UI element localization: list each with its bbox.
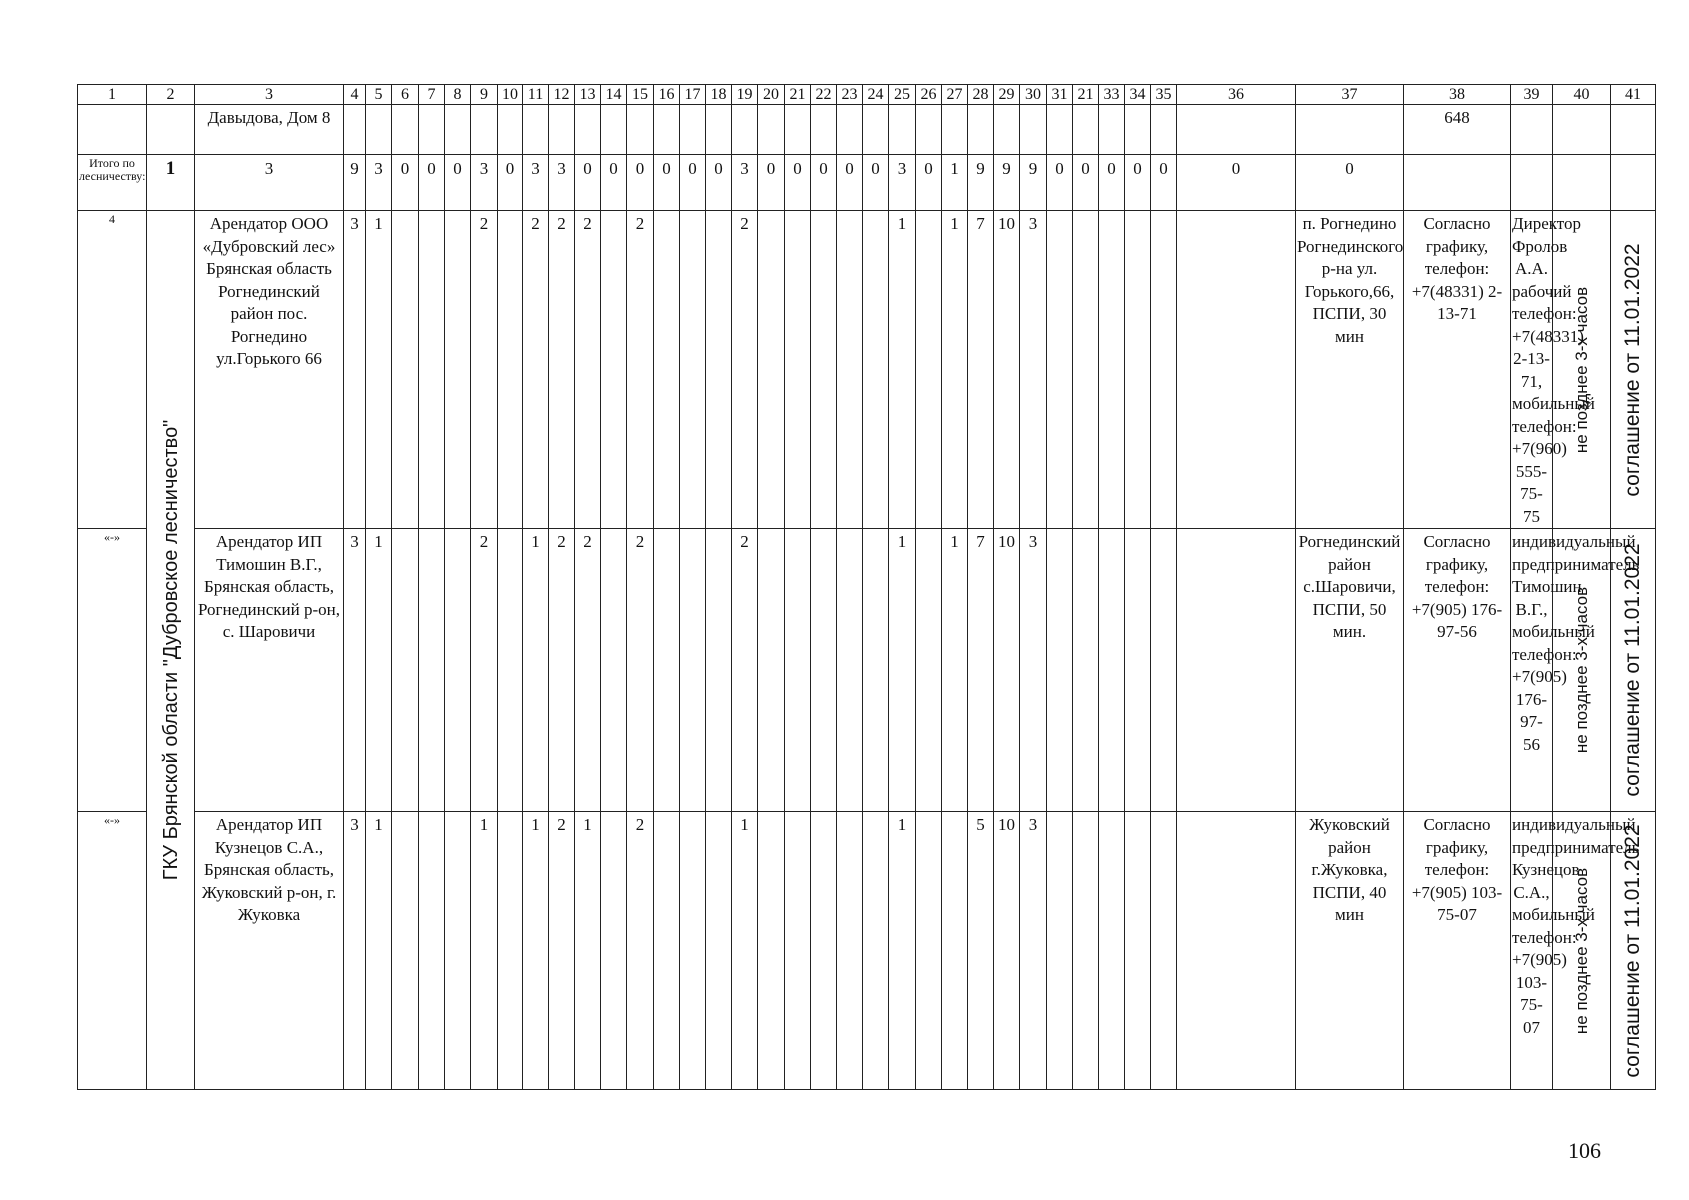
value-cell	[1151, 529, 1177, 812]
value-cell: 2	[575, 529, 601, 812]
column-number: 41	[1611, 85, 1656, 105]
tenant-cell: Арендатор ООО «Дубровский лес» Брянская область Рогнединский район пос. Рогнедино ул.Горького 66	[195, 211, 344, 529]
tenant-cell: Арендатор ИП Кузнецов С.А., Брянская область, Жуковский р-он, г. Жуковка	[195, 812, 344, 1090]
column-number: 26	[916, 85, 942, 105]
value-cell	[1073, 529, 1099, 812]
total-value-cell: 3	[549, 155, 575, 211]
total-value-cell: 0	[445, 155, 471, 211]
column-number: 29	[994, 85, 1020, 105]
total-value-cell: 0	[392, 155, 419, 211]
value-cell	[863, 529, 889, 812]
column-number: 1	[78, 85, 147, 105]
value-cell	[1177, 529, 1296, 812]
value-cell	[1047, 812, 1073, 1090]
value-cell: 3	[1020, 812, 1047, 1090]
empty-cell	[366, 105, 392, 155]
empty-cell	[1125, 105, 1151, 155]
agreement-text: соглашение от 11.01.2022	[1620, 543, 1644, 797]
value-cell: 1	[366, 529, 392, 812]
value-cell	[837, 529, 863, 812]
column-number: 19	[732, 85, 758, 105]
column-number: 8	[445, 85, 471, 105]
value-cell	[811, 812, 837, 1090]
value-cell: 2	[732, 211, 758, 529]
value-cell	[1073, 812, 1099, 1090]
column-number: 18	[706, 85, 732, 105]
value-cell	[1125, 529, 1151, 812]
empty-cell	[994, 105, 1020, 155]
value-cell	[654, 211, 680, 529]
empty-cell	[811, 105, 837, 155]
value-cell	[706, 812, 732, 1090]
value-cell	[654, 812, 680, 1090]
value-cell	[706, 529, 732, 812]
value-cell: 1	[889, 529, 916, 812]
total-value-cell: 0	[916, 155, 942, 211]
value-cell: 2	[575, 211, 601, 529]
empty-cell	[1611, 105, 1656, 155]
deadline-text: не позднее 3-х часов	[1571, 286, 1591, 453]
column-number: 24	[863, 85, 889, 105]
empty-cell	[1047, 105, 1073, 155]
header-row	[78, 85, 1656, 105]
value-cell: 1	[575, 812, 601, 1090]
value-cell: 3	[1020, 211, 1047, 529]
deadline-cell	[1553, 812, 1611, 1090]
value-cell	[706, 211, 732, 529]
empty-cell	[785, 105, 811, 155]
total-value-cell: 1	[942, 155, 968, 211]
value-cell	[863, 211, 889, 529]
empty-cell	[1099, 105, 1125, 155]
value-cell	[680, 812, 706, 1090]
empty-cell	[837, 105, 863, 155]
row-number: «-»	[78, 812, 147, 1090]
value-cell: 3	[344, 529, 366, 812]
total-value-cell: 0	[1047, 155, 1073, 211]
value-cell: 1	[942, 529, 968, 812]
value-cell: 1	[366, 812, 392, 1090]
total-value-cell: 0	[1099, 155, 1125, 211]
deadline-text: не позднее 3-х часов	[1571, 586, 1591, 754]
empty-cell	[1553, 155, 1611, 211]
value-cell	[916, 211, 942, 529]
column-number: 40	[1553, 85, 1611, 105]
column-number: 33	[1099, 85, 1125, 105]
value-cell	[1099, 812, 1125, 1090]
total-value-cell: 0	[575, 155, 601, 211]
value-cell	[916, 529, 942, 812]
total-value-cell: 3	[732, 155, 758, 211]
column-number: 6	[392, 85, 419, 105]
value-cell	[785, 812, 811, 1090]
value-cell	[1099, 529, 1125, 812]
value-cell: 3	[344, 211, 366, 529]
column-number: 9	[471, 85, 498, 105]
column-number: 38	[1404, 85, 1511, 105]
empty-cell	[147, 105, 195, 155]
value-cell: 1	[942, 211, 968, 529]
value-cell	[601, 211, 627, 529]
value-cell: 2	[549, 529, 575, 812]
total-value-cell: 0	[811, 155, 837, 211]
column-number: 39	[1511, 85, 1553, 105]
total-value-cell: 0	[498, 155, 523, 211]
column-number: 36	[1177, 85, 1296, 105]
forestry-name: ГКУ Брянской области "Дубровское лесничество"	[159, 419, 182, 881]
empty-cell	[680, 105, 706, 155]
value-cell	[942, 812, 968, 1090]
empty-cell	[392, 105, 419, 155]
value-cell	[498, 211, 523, 529]
column-number: 34	[1125, 85, 1151, 105]
value-cell	[811, 529, 837, 812]
value-cell	[1125, 211, 1151, 529]
value-cell: 10	[994, 812, 1020, 1090]
value-cell	[498, 529, 523, 812]
empty-cell	[601, 105, 627, 155]
value-cell	[419, 211, 445, 529]
row-number: «-»	[78, 529, 147, 812]
empty-cell	[523, 105, 549, 155]
empty-cell	[1073, 105, 1099, 155]
empty-cell	[1020, 105, 1047, 155]
total-value-cell: 0	[1177, 155, 1296, 211]
total-row	[78, 155, 1656, 211]
deadline-cell	[1553, 529, 1611, 812]
empty-cell	[445, 105, 471, 155]
column-number: 28	[968, 85, 994, 105]
value-cell	[1073, 211, 1099, 529]
deadline-text: не позднее 3-х часов	[1571, 867, 1591, 1034]
agreement-text: соглашение от 11.01.2022	[1620, 823, 1644, 1078]
value-cell	[785, 529, 811, 812]
empty-cell	[654, 105, 680, 155]
tenant-row	[78, 812, 1656, 1090]
empty-cell	[889, 105, 916, 155]
empty-cell	[1151, 105, 1177, 155]
total-value-cell: 0	[1125, 155, 1151, 211]
total-value-cell: 9	[994, 155, 1020, 211]
value-cell: 10	[994, 211, 1020, 529]
total-value-cell: 0	[601, 155, 627, 211]
empty-cell	[1511, 155, 1553, 211]
value-cell: 2	[732, 529, 758, 812]
total-value-cell: 3	[366, 155, 392, 211]
empty-cell	[419, 105, 445, 155]
value-cell	[1125, 812, 1151, 1090]
empty-cell	[627, 105, 654, 155]
value-cell	[680, 529, 706, 812]
value-cell	[445, 812, 471, 1090]
value-cell	[758, 812, 785, 1090]
total-count: 1	[147, 155, 195, 211]
column-number: 30	[1020, 85, 1047, 105]
total-value-cell: 0	[1296, 155, 1404, 211]
value-cell: 3	[344, 812, 366, 1090]
value-cell	[601, 812, 627, 1090]
empty-cell	[942, 105, 968, 155]
value-cell: 1	[523, 529, 549, 812]
empty-cell	[471, 105, 498, 155]
row-number: 4	[78, 211, 147, 529]
forestry-table	[77, 84, 1656, 1090]
total-value-cell: 3	[889, 155, 916, 211]
column-number: 10	[498, 85, 523, 105]
column-number: 31	[1047, 85, 1073, 105]
schedule-cell: Согласно графику, телефон: +7(905) 176-97-56	[1404, 529, 1511, 812]
empty-cell	[498, 105, 523, 155]
value-cell: 5	[968, 812, 994, 1090]
column-number: 4	[344, 85, 366, 105]
address-value-cell: 648	[1404, 105, 1511, 155]
column-number: 11	[523, 85, 549, 105]
total-value-cell: 9	[968, 155, 994, 211]
column-number: 14	[601, 85, 627, 105]
value-cell: 3	[1020, 529, 1047, 812]
value-cell	[1151, 812, 1177, 1090]
agreement-cell	[1611, 211, 1656, 529]
value-cell: 2	[549, 812, 575, 1090]
column-number: 16	[654, 85, 680, 105]
value-cell: 2	[627, 211, 654, 529]
value-cell: 2	[523, 211, 549, 529]
total-value-cell: 9	[1020, 155, 1047, 211]
value-cell	[837, 211, 863, 529]
value-cell	[419, 529, 445, 812]
total-label: Итого по лесничеству:	[78, 155, 147, 211]
column-number: 37	[1296, 85, 1404, 105]
total-value-cell: 0	[627, 155, 654, 211]
address-cell: Давыдова, Дом 8	[195, 105, 344, 155]
value-cell	[1177, 211, 1296, 529]
value-cell: 1	[523, 812, 549, 1090]
location-cell: п. Рогнедино Рогнединского р-на ул. Горького,66, ПСПИ, 30 мин	[1296, 211, 1404, 529]
value-cell	[811, 211, 837, 529]
value-cell	[654, 529, 680, 812]
column-number: 12	[549, 85, 575, 105]
total-value-cell: 0	[706, 155, 732, 211]
value-cell	[601, 529, 627, 812]
value-cell: 2	[627, 812, 654, 1090]
forestry-name-cell	[147, 211, 195, 1090]
total-value-cell: 0	[837, 155, 863, 211]
empty-cell	[916, 105, 942, 155]
value-cell	[1151, 211, 1177, 529]
empty-cell	[758, 105, 785, 155]
column-number: 27	[942, 85, 968, 105]
value-cell	[785, 211, 811, 529]
column-number: 35	[1151, 85, 1177, 105]
agreement-text: соглашение от 11.01.2022	[1620, 242, 1644, 497]
value-cell	[445, 211, 471, 529]
empty-cell	[863, 105, 889, 155]
empty-cell	[732, 105, 758, 155]
value-cell	[916, 812, 942, 1090]
total-value-cell: 3	[523, 155, 549, 211]
total-value-cell: 0	[419, 155, 445, 211]
contact-cell: индивидуальный предприниматель Тимошин В.Г., мобильный телефон: +7(905) 176-97-56	[1511, 529, 1553, 812]
empty-cell	[575, 105, 601, 155]
total-value-cell: 0	[785, 155, 811, 211]
page-number: 106	[1568, 1138, 1601, 1163]
empty-cell	[1511, 105, 1553, 155]
value-cell	[392, 812, 419, 1090]
location-cell: Рогнединский район с.Шаровичи, ПСПИ, 50 мин.	[1296, 529, 1404, 812]
empty-cell	[1553, 105, 1611, 155]
contact-cell: индивидуальный предприниматель Кузнецов С.А., мобильный телефон: +7(905) 103-75-07	[1511, 812, 1553, 1090]
value-cell	[1177, 812, 1296, 1090]
column-number: 13	[575, 85, 601, 105]
value-cell	[445, 529, 471, 812]
empty-cell	[1177, 105, 1296, 155]
total-value-cell: 0	[758, 155, 785, 211]
value-cell	[419, 812, 445, 1090]
empty-cell	[1404, 155, 1511, 211]
column-number: 20	[758, 85, 785, 105]
column-number: 21	[1073, 85, 1099, 105]
total-value-cell: 0	[1073, 155, 1099, 211]
value-cell: 1	[732, 812, 758, 1090]
column-number: 5	[366, 85, 392, 105]
value-cell	[392, 211, 419, 529]
address-continuation-row	[78, 105, 1656, 155]
total-value-cell: 9	[344, 155, 366, 211]
tenant-row	[78, 529, 1656, 812]
column-number: 15	[627, 85, 654, 105]
agreement-cell	[1611, 812, 1656, 1090]
agreement-cell	[1611, 529, 1656, 812]
value-cell: 2	[549, 211, 575, 529]
value-cell	[837, 812, 863, 1090]
value-cell	[863, 812, 889, 1090]
total-value-cell: 3	[471, 155, 498, 211]
value-cell	[758, 529, 785, 812]
empty-cell	[1611, 155, 1656, 211]
value-cell: 2	[471, 529, 498, 812]
column-number: 2	[147, 85, 195, 105]
empty-cell	[706, 105, 732, 155]
total-col3: 3	[195, 155, 344, 211]
empty-cell	[344, 105, 366, 155]
empty-cell	[968, 105, 994, 155]
empty-cell	[1296, 105, 1404, 155]
column-number: 7	[419, 85, 445, 105]
total-value-cell: 0	[1151, 155, 1177, 211]
schedule-cell: Согласно графику, телефон: +7(48331) 2-13-71	[1404, 211, 1511, 529]
column-number: 3	[195, 85, 344, 105]
value-cell: 1	[366, 211, 392, 529]
value-cell: 2	[627, 529, 654, 812]
total-value-cell: 0	[863, 155, 889, 211]
column-number: 25	[889, 85, 916, 105]
value-cell	[1047, 529, 1073, 812]
value-cell	[680, 211, 706, 529]
value-cell: 1	[471, 812, 498, 1090]
value-cell	[1047, 211, 1073, 529]
value-cell	[392, 529, 419, 812]
schedule-cell: Согласно графику, телефон: +7(905) 103-75-07	[1404, 812, 1511, 1090]
contact-cell: Директор Фролов А.А. рабочий телефон: +7(48331) 2-13-71, мобильный телефон: +7(960) 555-75- 75	[1511, 211, 1553, 529]
value-cell: 1	[889, 211, 916, 529]
column-number: 23	[837, 85, 863, 105]
column-number: 21	[785, 85, 811, 105]
value-cell: 10	[994, 529, 1020, 812]
empty-cell	[78, 105, 147, 155]
value-cell: 2	[471, 211, 498, 529]
deadline-cell	[1553, 211, 1611, 529]
total-value-cell: 0	[654, 155, 680, 211]
value-cell	[1099, 211, 1125, 529]
tenant-cell: Арендатор ИП Тимошин В.Г., Брянская область, Рогнединский р-он, с. Шаровичи	[195, 529, 344, 812]
empty-cell	[549, 105, 575, 155]
value-cell	[498, 812, 523, 1090]
value-cell: 7	[968, 529, 994, 812]
value-cell: 1	[889, 812, 916, 1090]
column-number: 17	[680, 85, 706, 105]
location-cell: Жуковский район г.Жуковка, ПСПИ, 40 мин	[1296, 812, 1404, 1090]
value-cell	[758, 211, 785, 529]
column-number: 22	[811, 85, 837, 105]
total-value-cell: 0	[680, 155, 706, 211]
value-cell: 7	[968, 211, 994, 529]
tenant-row	[78, 211, 1656, 529]
